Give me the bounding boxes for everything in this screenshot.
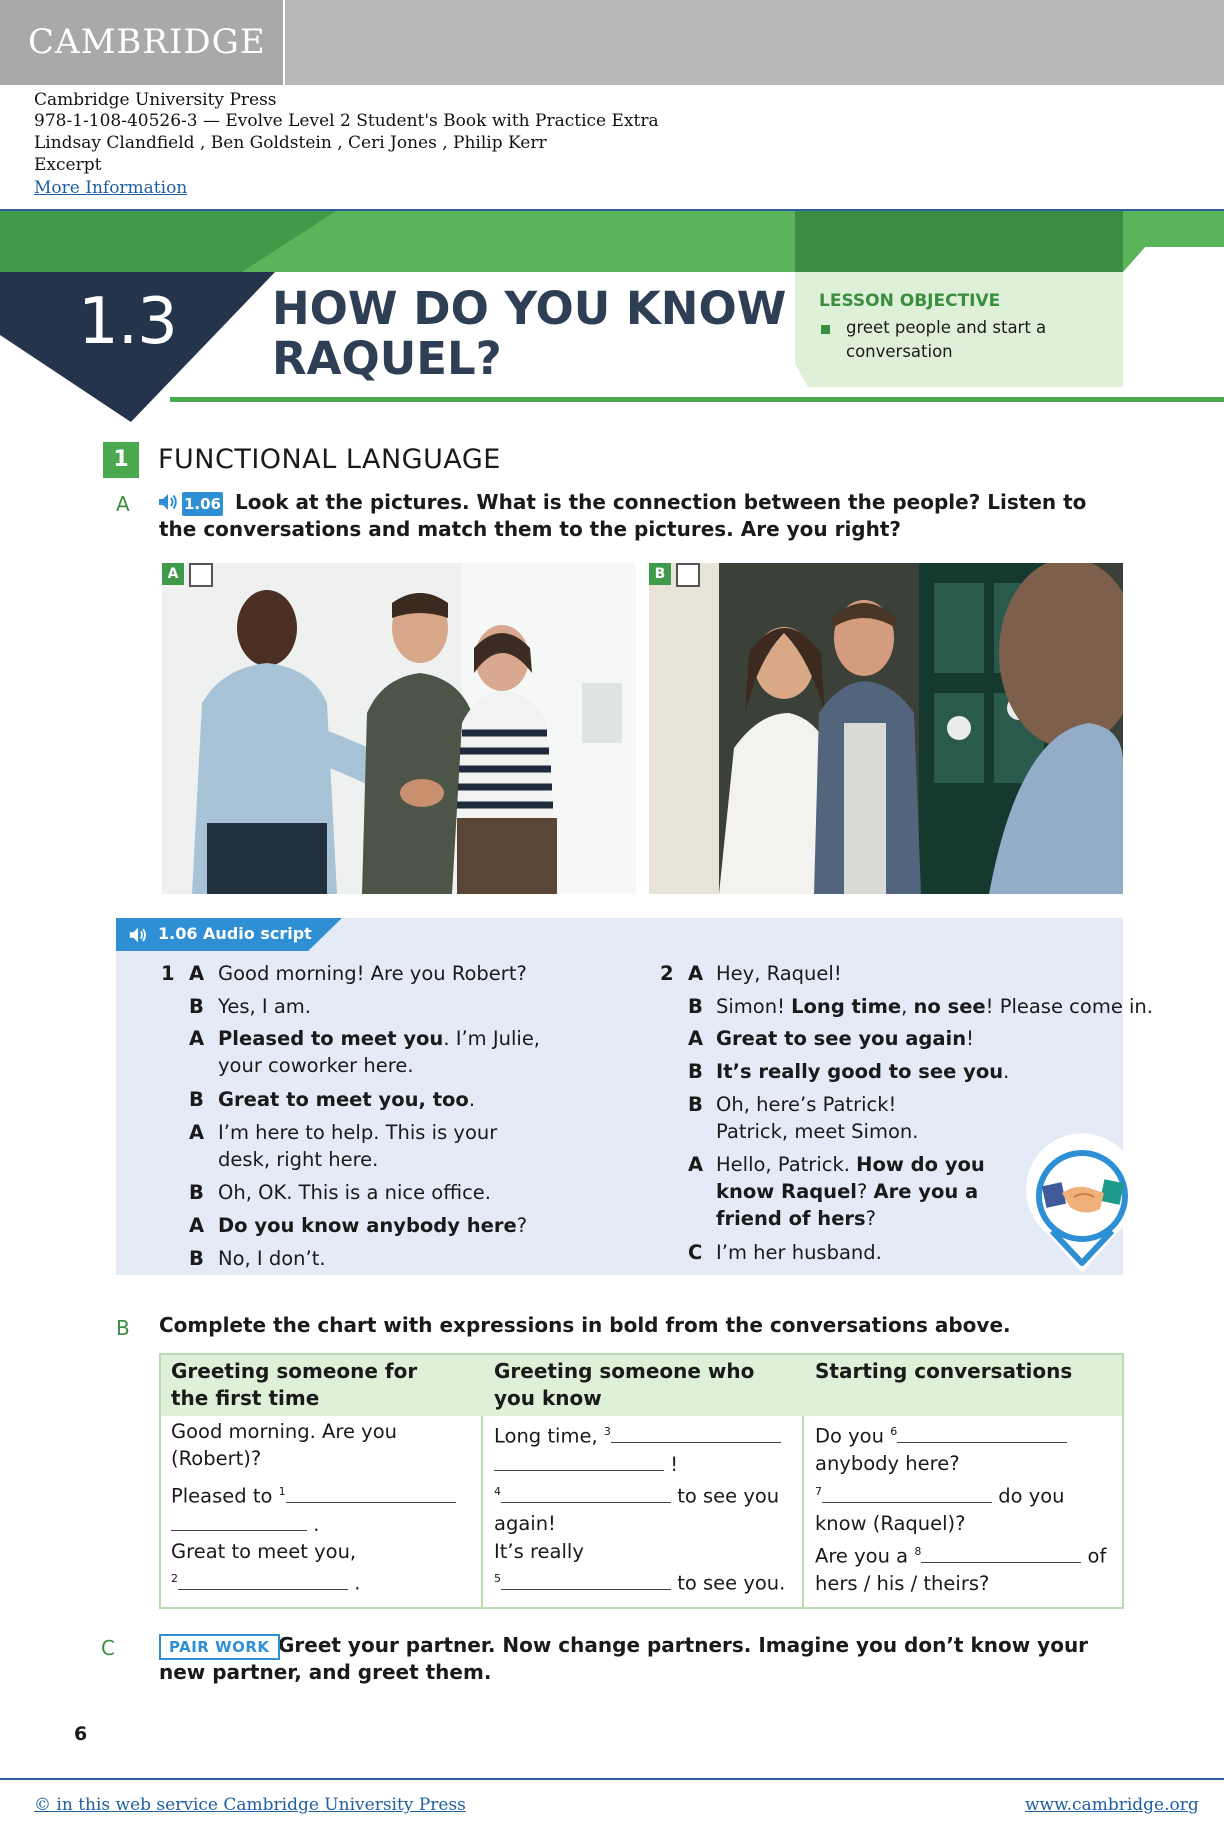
audio-track-badge[interactable]: 1.06: [182, 492, 223, 516]
chart-cell: Long time, $^3$ !: [494, 1418, 794, 1478]
footer-rule: [0, 1778, 1224, 1780]
pair-work-badge: PAIR WORK: [159, 1634, 280, 1660]
lesson-title-line2: RAQUEL?: [272, 332, 502, 385]
chart-column-divider: [802, 1416, 804, 1607]
isbn-title: 978-1-108-40526-3 — Evolve Level 2 Student's Book with Practice Extra: [34, 111, 659, 131]
chart-cell: $^7$ do you know (Raquel)?: [815, 1478, 1115, 1537]
chart-header-starting-conversations: Starting conversations: [815, 1359, 1073, 1383]
photo-a-coworkers-handshake: [162, 563, 636, 894]
lesson-title-line1: HOW DO YOU KNOW: [272, 282, 787, 335]
exercise-b-letter: B: [116, 1316, 130, 1340]
audio-script-speaker-icon[interactable]: [127, 925, 149, 945]
chart-header-first-time: Greeting someone for the first time: [171, 1359, 418, 1410]
exercise-a-instruction: Look at the pictures. What is the connection between the people? Listen to the conversations and match them to the pictures. Are you right?: [159, 490, 1087, 541]
objective-text: greet people and start a conversation: [846, 318, 1047, 361]
chart-header-who-you-know: Greeting someone who you know: [494, 1359, 755, 1410]
photo-b-checkbox[interactable]: [676, 563, 700, 587]
excerpt-label: Excerpt: [34, 155, 102, 175]
exercise-c-instruction: Greet your partner. Now change partners. Imagine you don’t know your new partner, and greet them.: [159, 1633, 1089, 1684]
chart-cell: $^4$ to see you again!: [494, 1478, 794, 1537]
page-number: 6: [74, 1723, 88, 1745]
photo-b-tag: B: [649, 563, 671, 585]
chart-cell: Are you a $^8$ of hers / his / theirs?: [815, 1538, 1115, 1597]
audio-speaker-icon[interactable]: [157, 491, 179, 513]
chart-cell: It’s really $^5$ to see you.: [494, 1540, 786, 1595]
photo-a-checkbox[interactable]: [189, 563, 213, 587]
section-title: FUNCTIONAL LANGUAGE: [158, 444, 501, 475]
authors: Lindsay Clandfield , Ben Goldstein , Ceri Jones , Philip Kerr: [34, 133, 547, 153]
publisher: Cambridge University Press: [34, 90, 277, 110]
exercise-b-instruction: Complete the chart with expressions in bold from the conversations above.: [159, 1313, 1011, 1337]
answer-blank-5[interactable]: [501, 1569, 671, 1590]
objective-bullet-icon: [821, 325, 830, 334]
exercise-a-letter: A: [116, 492, 130, 516]
objective-header-block: [795, 211, 1123, 272]
chart-cell: Do you $^6$ anybody here?: [815, 1418, 1115, 1477]
photo-b-couple-at-door: [649, 563, 1123, 894]
conversation-1-number: 1: [161, 962, 175, 985]
photo-a-tag: A: [162, 563, 184, 585]
section-number-badge: 1: [103, 442, 139, 478]
footer-copyright-link[interactable]: © in this web service Cambridge University Press: [34, 1795, 466, 1815]
answer-blank-3[interactable]: [611, 1422, 781, 1443]
conversation-2: 2 A Hey, Raquel! B Simon! Long time, no see! Please come in. A Great to see you again! B It’s really good to see you. B Oh, here’s Patrick! Patrick, meet Simon. A Hello, Patrick. How do you know Raquel? Are you a friend of hers? C I’m her husband.: [660, 962, 1153, 1264]
more-information-link[interactable]: More Information: [34, 178, 188, 198]
banner-divider: [283, 0, 285, 85]
chart-cell: Good morning. Are you (Robert)?: [171, 1420, 398, 1470]
lesson-title: [272, 284, 792, 384]
chart-cell: Great to meet you, $^2$ .: [171, 1540, 361, 1595]
answer-blank-3-cont[interactable]: [494, 1450, 664, 1471]
title-underline: [170, 397, 1224, 402]
answer-blank-6[interactable]: [897, 1422, 1067, 1443]
conversation-1: 1 A Good morning! Are you Robert? B Yes, I am. A Pleased to meet you. I’m Julie, your coworker here. B Great to meet you, too. A I’m here to help. This is your desk, right here. B Oh, OK. This is a nice office. A Do you know anybody here? B No, I don’t.: [161, 962, 541, 1270]
footer-url-link[interactable]: www.cambridge.org: [1025, 1795, 1199, 1815]
chart-cell: Pleased to $^1$ .: [171, 1478, 471, 1538]
answer-blank-1-cont[interactable]: [171, 1510, 307, 1531]
cambridge-logo: CAMBRIDGE: [28, 22, 266, 62]
answer-blank-8[interactable]: [921, 1542, 1081, 1563]
objective-heading: LESSON OBJECTIVE: [819, 291, 1001, 311]
photo-a-illustration: [162, 563, 636, 894]
exercise-c-letter: C: [101, 1636, 115, 1660]
answer-blank-7[interactable]: [822, 1482, 992, 1503]
conversation-2-number: 2: [660, 962, 674, 985]
chart-column-divider: [481, 1416, 483, 1607]
photo-b-illustration: [649, 563, 1123, 894]
audio-script-label: 1.06 Audio script: [158, 924, 312, 943]
handshake-pin-icon: [1022, 1131, 1142, 1276]
answer-blank-1[interactable]: [286, 1482, 456, 1503]
lesson-number: 1.3: [78, 285, 177, 359]
answer-blank-2[interactable]: [178, 1569, 348, 1590]
answer-blank-4[interactable]: [501, 1482, 671, 1503]
